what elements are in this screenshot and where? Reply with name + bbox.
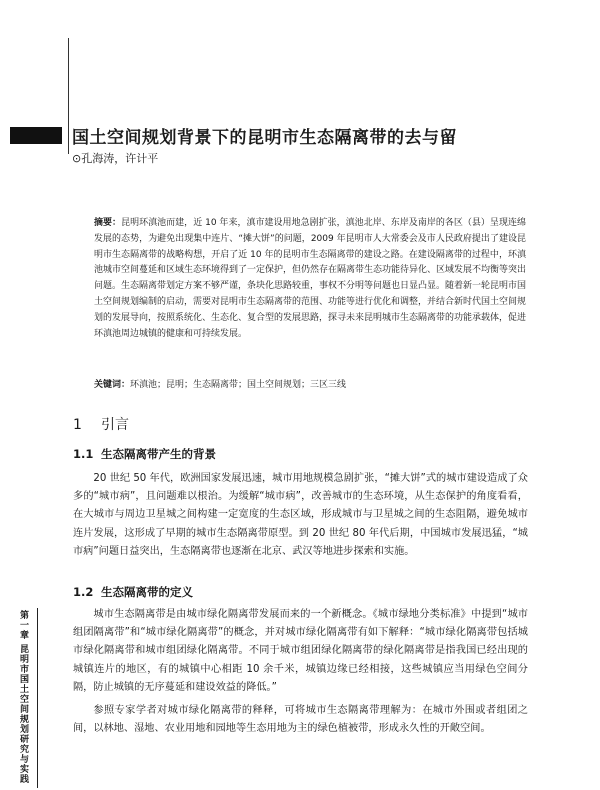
- subsection-title: 生态隔离带的定义: [101, 585, 193, 599]
- keywords-label: 关键词：: [94, 380, 131, 390]
- body-paragraph: 城市生态隔离带是由城市绿化隔离带发展而来的一个新概念。《城市绿地分类标准》中提到“城市组团隔离带”和“城市绿化隔离带”的概念，并对城市绿化隔离带有如下解释：“城市绿化隔离带包括城市绿化隔离带和城市组团绿化隔离带。不同于城市组团绿化隔离带的绿化隔离带是指我国已经出现的城镇连片的地区，有的城镇中心相距 10 余千米，城镇边缘已经相接，这些城镇应当用绿色空间分隔，防止城镇的无序蔓延和建设效益的降低。”: [73, 609, 528, 693]
- sidebar-rule: [37, 608, 38, 788]
- section-heading: [73, 414, 129, 434]
- title-bar-marker: [10, 127, 62, 144]
- abstract-text: 昆明环滇池而建，近 10 年来，滇市建设用地急剧扩张，滇池北岸、东岸及南岸的各区（县）呈现连绵发展的态势，为避免出现集中连片、“摊大饼”的问题，2009 年昆明市人大常委会及市人民政府提出了建设昆明市生态隔离带的战略构想，开启了近 10 年的昆明市生态隔离带的建设之路。在建设隔离带的过程中，环滇池城市空间蔓延和区域生态环境得到了一定保护，但仍然存在隔离带生态功能待异化、区域发展不均衡等突出问题。生态隔离带划定方案不够严谨，条块化思路较重，事权不分明等问题也日显凸显。随着新一轮昆明市国土空间规划编制的启动，需要对昆明市生态隔离带的范围、功能等进行优化和调整，并结合新时代国土空间规划的发展导向，按照系统化、生态化、复合型的发展思路，探寻未来昆明城市生态隔离带的功能承载体，促进环滇池周边城镇的健康和可持续发展。: [94, 218, 527, 339]
- spine-rule: [68, 38, 69, 154]
- section-title: 引言: [101, 417, 129, 433]
- subsection-heading: [73, 584, 193, 600]
- article-title: 国土空间规划背景下的昆明市生态隔离带的去与留: [72, 128, 457, 148]
- abstract-label: 摘要：: [94, 218, 122, 228]
- subsection-title: 生态隔离带产生的背景: [101, 447, 216, 461]
- keywords: [94, 378, 526, 392]
- sidebar-chapter-label: 第一章 昆明市国土空间规划研究与实践: [18, 610, 28, 785]
- subsection-number: 1.1: [73, 447, 94, 461]
- subsection-heading: [73, 446, 216, 462]
- section-number: 1: [73, 417, 82, 433]
- keywords-text: 环滇池；昆明；生态隔离带；国土空间规划；三区三线: [130, 380, 347, 390]
- subsection-number: 1.2: [73, 585, 94, 599]
- body-paragraph: 20 世纪 50 年代，欧洲国家发展迅速，城市用地规模急剧扩张，“摊大饼”式的城市建设造成了众多的“城市病”，且问题难以根治。为缓解“城市病”，改善城市的生态环境，从生态保护的角度看看，在大城市与周边卫星城之间构建一定宽度的生态区域，形成城市与卫星城之间的生态阻隔，避免城市连片发展，这形成了早期的城市生态隔离带原型。到 20 世纪 80 年代后期，中国城市发展迅猛，“城市病”问题日益突出，生态隔离带也逐渐在北京、武汉等地进步探索和实施。: [73, 473, 528, 557]
- abstract: [94, 216, 526, 342]
- body-paragraph: 参照专家学者对城市绿化隔离带的释释，可将城市生态隔离带理解为：在城市外围或者组团之间，以林地、湿地、农业用地和园地等生态用地为主的绿色植被带，形成永久性的开敞空间。: [73, 705, 528, 735]
- article-authors: ⊙孔海涛，许计平: [72, 152, 159, 165]
